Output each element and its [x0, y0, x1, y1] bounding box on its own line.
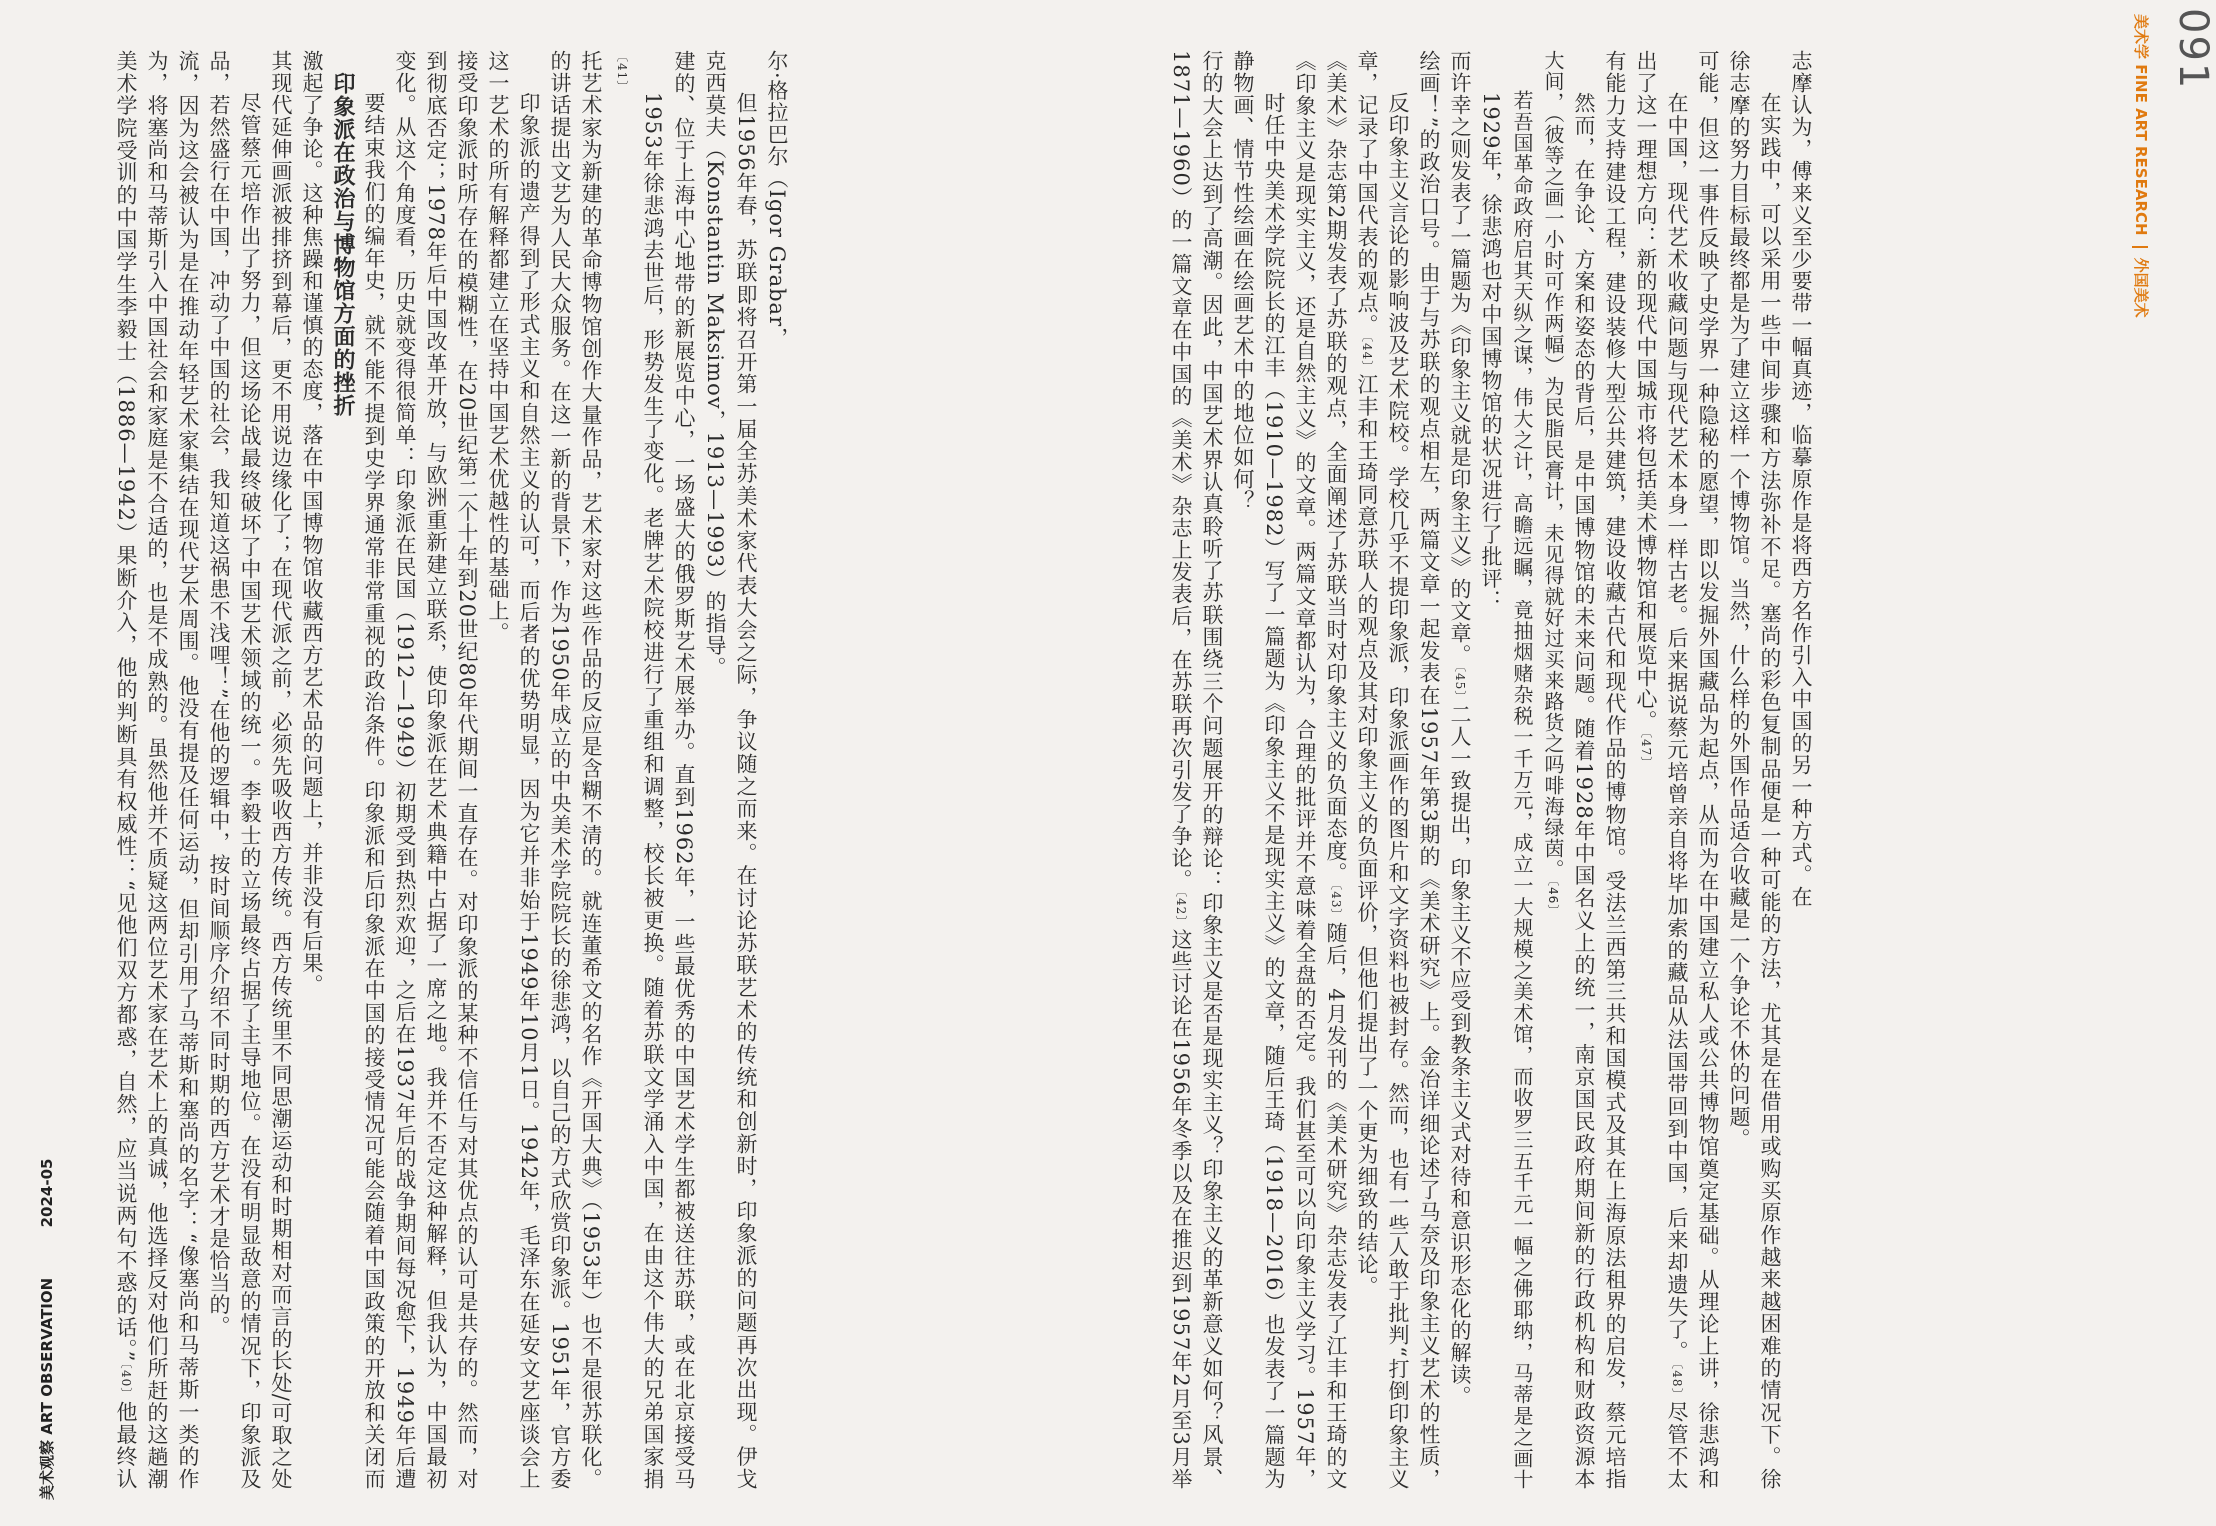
paragraph — [1165, 50, 1258, 1490]
paragraph: 尽管蔡元培作出了努力，但这场论战最终破坏了中国艺术领域的统一。李毅士的立场最终占据了主导地位。在没有明显敌意的情况下，印象派及其现代延伸画派被排挤到幕后，更不用说边缘化了；在现代派之前，必须先吸收西方传统。西方传统里不同思潮运动和时期相对而言的长处/可取之处激起了争论。这种焦躁和谨慎的态度，落在中国博物馆收藏西方艺术品的问题上，并非没有后果。 — [238, 50, 324, 1490]
paragraph — [1258, 50, 1382, 1490]
paragraph-text: 时任中央美术学院院长的江丰（1910—1982）写了一篇题为《印象主义不是现实主义》的文章，随后王琦（1918—2016）也发表了一篇题为《印象主义是现实主义，还是自然主义》的文章。两篇文章都认为，合理的批评并不意味着全盘的否定。我们甚至可以向印象主义学习。1957年，《美术》杂志第2期发表了苏联的观点，全面阐述了苏联当时对印象主义的负面态度。 — [1262, 50, 1348, 1490]
paragraph: 1953年徐悲鸿去世后，形势发生了变化。老牌艺术院校进行了重组和调整，校长被更换。随着苏联文学涌入中国，在由这个伟大的兄弟国家捐建的、位于上海中心地带的新展览中心，一场盛大的俄罗斯艺术展举办。直到1962年，一些最优秀的中国艺术学生都被送往苏联，或在北京接受马克西莫夫（Konstantin Maksimov，1913—1993）的指导。 — [641, 50, 727, 1490]
footnote-ref: 〔40〕 — [119, 1362, 133, 1401]
paragraph-text: 然而，在争论、方案和姿态的背后，是中国博物馆的未来问题。随着1928年中国名义上的统一，南京国民政府期间新的行政机构和财政资源本有能力支持建设工程，建设装修大型公共建筑，建设收藏古代和现代作品的博物馆。受法兰西第三共和国模式及其在上海原法租界的启发，蔡元培指出了这一理想方向：新的现代中国城市将包括美术博物馆和展览中心。 — [1572, 50, 1658, 1490]
magazine-name-en: ART OBSERVATION — [38, 1277, 56, 1435]
block-quote — [1506, 50, 1568, 1490]
text-column-right — [1165, 50, 2125, 1490]
footnote-ref: 〔44〕 — [1360, 336, 1374, 374]
paragraph-text: 这些讨论在1956年冬季以及在推迟到1957年2月至3月举行的大会上达到了高潮。因此，中国艺术界认真聆听了苏联围绕三个问题展开的辩论：印象主义是否是现实主义？印象主义的革新意义如何？风景、静物画、情节性绘画在绘画艺术中的地位如何？ — [1169, 50, 1255, 1490]
quote-text: 若吾国革命政府启其天纵之谋，伟大之计，高瞻远瞩，竟抽烟赌杂税一千万元，成立一大规模之美术馆，而收罗三五千元一幅之佛耶纳，马蒂是之画十大间，（彼等之画一小时可作两幅）为民脂民膏计，未见得就好过买来路货之吗啡海绿茵。 — [1510, 50, 1565, 1490]
paragraph-text: 反印象主义言论的影响波及艺术院校。学校几乎不提印象派，印象派画作的图片和文字资料也被封存。然而，也有一些人敢于批判“打倒印象主义绘画！”的政治口号。由于与苏联的观点相左，两篇文章一起发表在1957年第3期的《美术研究》上。金冶详细论述了马奈及印象主义艺术的性质，而许幸之则发表了一篇题为《印象主义就是印象主义》的文章。 — [1386, 50, 1472, 1490]
footnote-ref: 〔45〕 — [1453, 666, 1467, 704]
paragraph-text: 尽管不太可能，但这一事件反映了史学界一种隐秘的愿望，即以发掘外国藏品为起点，从而为在中国建立私人或公共博物馆奠定基础。从理论上讲，徐悲鸿和徐志摩的努力目标最终都是为了建立这样一个博物馆。当然，什么样的外国作品适合收藏是一个争论不休的问题。 — [1665, 50, 1751, 1491]
paragraph — [1661, 50, 1754, 1490]
paragraph — [1568, 50, 1661, 1490]
footnote-ref: 〔46〕 — [1546, 880, 1560, 918]
paragraph-text: 印象派的遗产得到了形式主义和自然主义的认可，而后者的优势明显，因为它并非始于1949年10月1日。1942年，毛泽东在延安文艺座谈会上的讲话提出文艺为人民大众服务。在这一新的背景下，作为1950年成立的中央美术学院院长的徐悲鸿，以自己的方式欣赏印象派。1951年，官方委托艺术家为新建的革命博物馆创作大量作品，艺术家对这些作品的反应是含糊不清的。就连董希文的名作《开国大典》（1953年）也不是很苏联化。 — [517, 50, 603, 1490]
paragraph — [1382, 50, 1475, 1490]
paragraph — [513, 50, 637, 1490]
page-number: 091 — [2170, 8, 2216, 91]
paragraph-text: 随后，4月发刊的《美术研究》杂志发表了江丰和王琦的文章，记录了中国代表的观点。 — [1324, 50, 1379, 1490]
paragraph: 但1956年春，苏联即将召开第一届全苏美术家代表大会之际，争议随之而来。在讨论苏联艺术的传统和创新时，印象派的问题再次出现。伊戈尔·格拉巴尔（Igor Grabar， — [734, 50, 789, 1490]
paragraph-text: 美术学院受训的中国学生李毅士（1886—1942）果断介入，他的判断具有权威性：“见他们双方都惑，自然，应当说两句不惑的话。” — [114, 50, 138, 1363]
paragraph: 1929年，徐悲鸿也对中国博物馆的状况进行了批评： — [1479, 92, 1503, 612]
paragraph-text: 江丰和王琦同意苏联人的观点及其对印象主义的负面评价，但他们提出了一个更为细致的结论。 — [1355, 373, 1379, 1298]
footnote-ref: 〔41〕 — [615, 50, 629, 94]
running-header-left — [36, 1159, 57, 1500]
paragraph-text: 他最终认为，将塞尚和马蒂斯引入中国社会和家庭是不合适的，也是不成熟的。虽然他并不质疑这两位艺术家在艺术上的真诚，他选择反对他们所赶的这趟潮流，因为这会被认为是在推动年轻艺术家集结在现代艺术周围。他没有提及任何运动，但却引用了马蒂斯和塞尚的名字：“像塞尚和马蒂斯一类的作品，若然盛行在中国，冲动了中国的社会，我知道这祸患不浅哩！”在他的逻辑中，按时间顺序介绍不同时期的西方艺术才是恰当的。 — [114, 50, 231, 1490]
paragraph: 在实践中，可以采用一些中间步骤和方法弥补不足。塞尚的彩色复制品便是一种可能的方法，尤其是在借用或购买原作越来越困难的情况下。徐志摩认为，傅来义至少要带一幅真迹，临摹原作是将西方名作引入中国的另一种方式。在 — [1758, 50, 1813, 1490]
text-column-left — [110, 50, 1110, 1490]
footnote-ref: 〔48〕 — [1670, 1362, 1684, 1402]
paragraph-text: 二人一致提出，印象主义不应受到教条主义式对待和意识形态化的解读。 — [1448, 703, 1472, 1408]
section-name: 外国美术 — [2132, 257, 2150, 318]
footnote-ref: 〔43〕 — [1329, 884, 1343, 922]
paragraph-text: 在中国，现代艺术收藏问题与现代艺术本身一样古老。后来据说蔡元培曾亲自将毕加索的藏品从法国带回到中国，后来却遗失了。 — [1665, 92, 1689, 1363]
section-magazine: 美术学 FINE ART RESEARCH — [2132, 14, 2150, 236]
magazine-name: 美术观察 — [38, 1439, 56, 1500]
footnote-ref: 〔47〕 — [1639, 732, 1653, 770]
section-heading: 印象派在政治与博物馆方面的挫折 — [330, 72, 355, 417]
header-divider — [2133, 246, 2149, 248]
running-header-right — [2131, 14, 2152, 318]
paragraph — [110, 50, 234, 1490]
paragraph: 要结束我们的编年史，就不能不提到史学界通常非常重视的政治条件。印象派和后印象派在中国的接受情况可能会随着中国政策的开放和关闭而变化。从这个角度看，历史就变得很简单：印象派在民国（1912—1949）初期受到热烈欢迎，之后在1937年后的战争期间每况愈下，1949年后遭到彻底否定；1978年后中国改革开放，与欧洲重新建立联系，使印象派在艺术典籍中占据了一席之地。我并不否定这种解释，但我认为，中国最初接受印象派时所存在的模糊性，在20世纪第二个十年到20世纪80年代期间一直存在。对印象派的某种不信任与对其优点的认可是共存的。然而，对这一艺术的所有解释都建立在坚持中国艺术优越性的基础上。 — [362, 50, 510, 1490]
issue-date: 2024-05 — [38, 1158, 56, 1228]
paragraph-text: 1871—1960）的一篇文章在中国的《美术》杂志上发表后，在苏联再次引发了争论。 — [1169, 50, 1193, 892]
footnote-ref: 〔42〕 — [1174, 891, 1188, 929]
